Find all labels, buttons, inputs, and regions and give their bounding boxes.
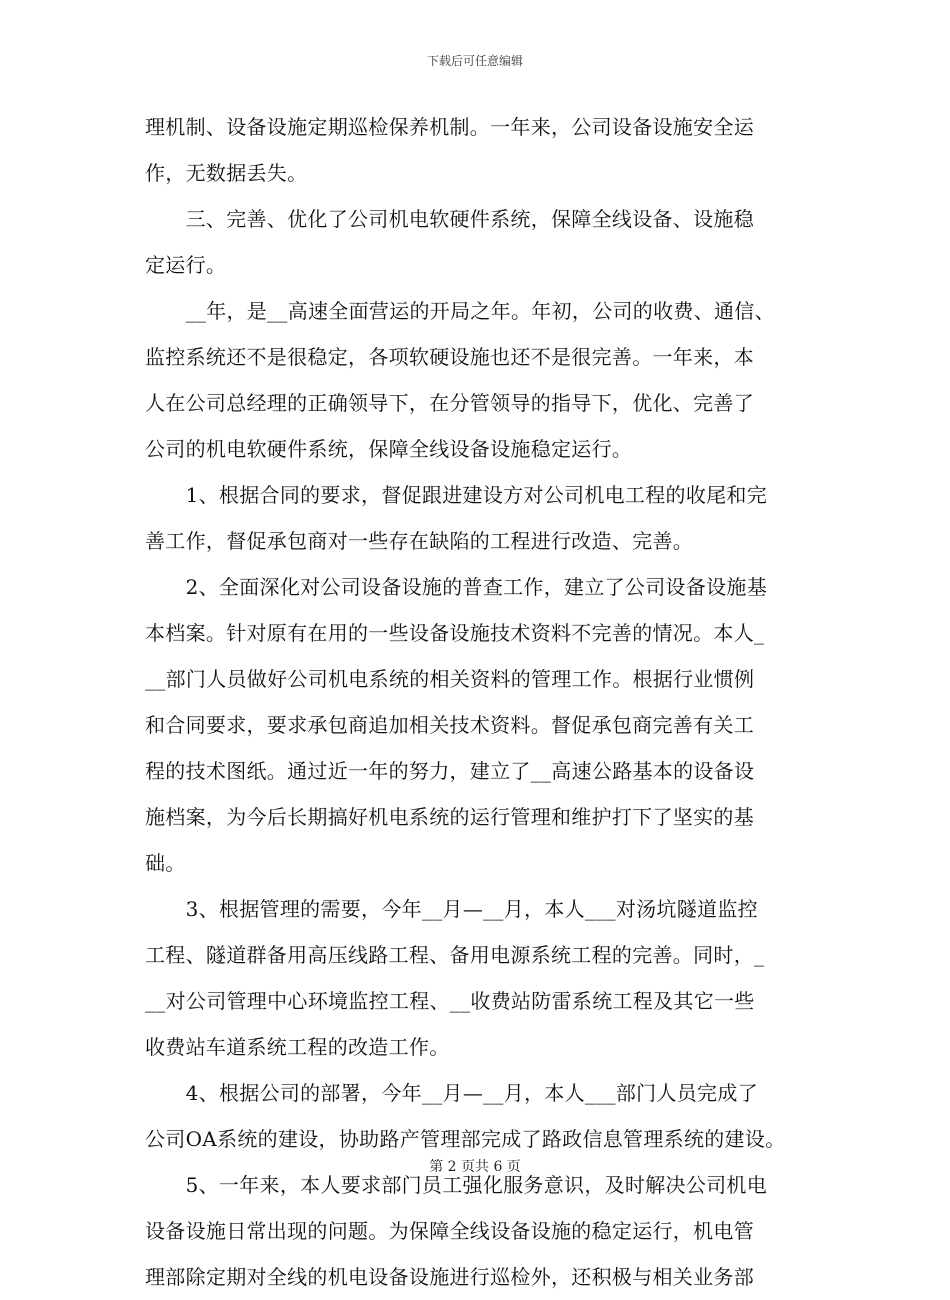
text-line: 施档案，为今后长期搞好机电系统的运行管理和维护打下了坚实的基	[145, 805, 754, 829]
page-number: 第 2 页共 6 页	[429, 1159, 521, 1175]
text-line: 收费站车道系统工程的改造工作。	[145, 1035, 450, 1059]
text-line: 程的技术图纸。通过近一年的努力，建立了__高速公路基本的设备设	[145, 759, 755, 783]
text-line: 设备设施日常出现的问题。为保障全线设备设施的稳定运行，机电管	[145, 1219, 754, 1243]
text-line: 定运行。	[145, 253, 227, 277]
text-line: 4、根据公司的部署，今年__月—__月，本人___部门人员完成了	[145, 1081, 758, 1105]
text-line: 2、全面深化对公司设备设施的普查工作，建立了公司设备设施基	[145, 575, 768, 599]
text-line: 公司的机电软硬件系统，保障全线设备设施稳定运行。	[145, 437, 633, 461]
text-line: 人在公司总经理的正确领导下，在分管领导的指导下，优化、完善了	[145, 391, 754, 415]
text-line: 1、根据合同的要求，督促跟进建设方对公司机电工程的收尾和完	[145, 483, 768, 507]
text-line: __年，是__高速全面营运的开局之年。年初，公司的收费、通信、	[145, 299, 775, 323]
text-line: __对公司管理中心环境监控工程、__收费站防雷系统工程及其它一些	[145, 989, 755, 1013]
text-line: 5、一年来，本人要求部门员工强化服务意识，及时解决公司机电	[145, 1173, 768, 1197]
text-line: 础。	[145, 851, 186, 875]
text-line: 公司OA系统的建设，协助路产管理部完成了路政信息管理系统的建设。	[145, 1127, 786, 1151]
text-line: 三、完善、优化了公司机电软硬件系统，保障全线设备、设施稳	[145, 207, 754, 231]
text-line: 工程、隧道群备用高压线路工程、备用电源系统工程的完善。同时，_	[145, 943, 765, 967]
text-line: 本档案。针对原有在用的一些设备设施技术资料不完善的情况。本人_	[145, 621, 765, 645]
text-line: 3、根据管理的需要，今年__月—__月，本人___对汤坑隧道监控	[145, 897, 758, 921]
text-line: 理部除定期对全线的机电设备设施进行巡检外，还积极与相关业务部	[145, 1265, 754, 1289]
page-header: 下载后可任意编辑	[426, 54, 523, 68]
text-line: __部门人员做好公司机电系统的相关资料的管理工作。根据行业惯例	[145, 667, 755, 691]
document-body	[145, 104, 807, 1300]
text-line: 和合同要求，要求承包商追加相关技术资料。督促承包商完善有关工	[145, 713, 754, 737]
text-line: 监控系统还不是很稳定，各项软硬设施也还不是很完善。一年来，本	[145, 345, 754, 369]
text-line: 理机制、设备设施定期巡检保养机制。一年来，公司设备设施安全运	[145, 115, 754, 139]
text-line: 作，无数据丢失。	[145, 161, 308, 185]
text-line: 善工作，督促承包商对一些存在缺陷的工程进行改造、完善。	[145, 529, 694, 553]
